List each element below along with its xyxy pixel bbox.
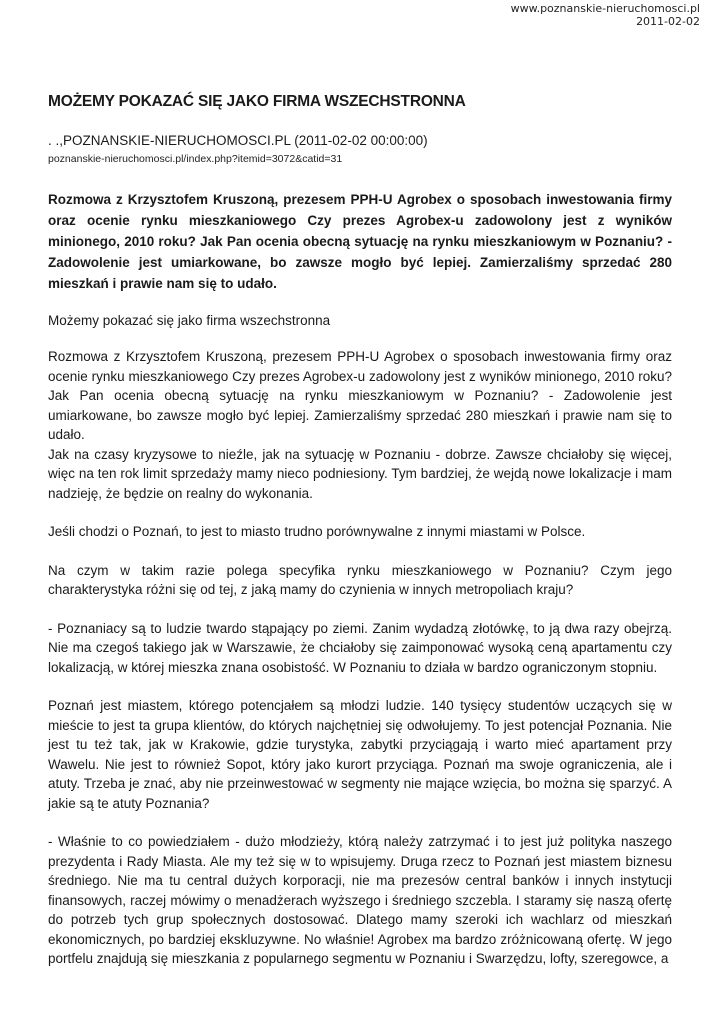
paragraph: Na czym w takim razie polega specyfika rynku mieszkaniowego w Poznaniu? Czym jego charakterystyka różni się od tej, z jaką mamy do czynienia w innych metropoliach kraju? [48, 562, 672, 597]
header-meta [511, 2, 700, 28]
paragraph: - Właśnie to co powiedziałem - dużo młodzieży, którą należy zatrzymać i to jest już polityka naszego prezydenta i Rady Miasta. Ale my też się w to wpisujemy. Druga rzecz to Poznań jest miastem biznesu średniego. Nie ma tu central dużych korporacji, nie ma prezesów central banków i innych instytucji finansowych, raczej mówimy o menadżerach wyższego i średniego szczebla. I staramy się naszą ofertę do potrzeb tych grup społecznych dostosować. Dlatego mamy szeroki ich wachlarz od mieszkań ekonomicznych, po bardziej ekskluzywne. No właśnie! Agrobex ma bardzo zróżnicowaną ofertę. W jego portfelu znajdują się mieszkania z popularnego segmentu w Poznaniu i Swarzędzu, lofty, szeregowce, a [48, 834, 672, 966]
article-url: poznanskie-nieruchomosci.pl/index.php?itemid=3072&catid=31 [48, 153, 343, 165]
article-lead: Rozmowa z Krzysztofem Kruszoną, prezesem PPH-U Agrobex o sposobach inwestowania firmy oraz ocenie rynku mieszkaniowego Czy prezes Agrobex-u zadowolony jest z wyników minionego, 2010 roku? Jak Pan ocenia obecną sytuację na rynku mieszkaniowym w Poznaniu? - Zadowolenie jest umiarkowane, bo zawsze mogło być lepiej. Zamierzaliśmy sprzedać 280 mieszkań i prawie nam się to udało. [48, 192, 672, 291]
paragraph: Rozmowa z Krzysztofem Kruszoną, prezesem PPH-U Agrobex o sposobach inwestowania firmy oraz ocenie rynku mieszkaniowego Czy prezes Agrobex-u zadowolony jest z wyników minionego, 2010 roku? Jak Pan ocenia obecną sytuację na rynku mieszkaniowym w Poznaniu? - Zadowolenie jest umiarkowane, bo zawsze mogło być lepiej. Zamierzaliśmy sprzedać 280 mieszkań i prawie nam się to udało. [48, 349, 672, 442]
article-title: MOŻEMY POKAZAĆ SIĘ JAKO FIRMA WSZECHSTRONNA [48, 93, 466, 110]
paragraph: - Poznaniacy są to ludzie twardo stąpający po ziemi. Zanim wydadzą złotówkę, to ją dwa razy obejrzą. Nie ma czegoś takiego jak w Warszawie, że chciałoby się zaimponować wysoką ceną apartamentu czy lokalizacją, w której mieszka znana osobistość. W Poznaniu to działa w bardzo ograniczonym stopniu. [48, 620, 672, 675]
site-url: www.poznanskie-nieruchomosci.pl [510, 2, 700, 15]
publish-date: 2011-02-02 [636, 15, 700, 28]
paragraph: Jak na czasy kryzysowe to nieźle, jak na sytuację w Poznaniu - dobrze. Zawsze chciałoby się więcej, więc na ten rok limit sprzedaży mamy nieco podniesiony. Tym bardziej, że wejdą nowe lokalizacje i mam nadzieję, że będzie on realny do wykonania. [48, 446, 672, 501]
article-subtitle: Możemy pokazać się jako firma wszechstronna [48, 313, 331, 328]
paragraph: Jeśli chodzi o Poznań, to jest to miasto trudno porównywalne z innymi miastami w Polsce. [48, 524, 586, 539]
article [48, 93, 672, 988]
paragraph: Poznań jest miastem, którego potencjałem są młodzi ludzie. 140 tysięcy studentów uczących się w mieście to jest ta grupa klientów, do których najchętniej się odwołujemy. To jest potencjał Poznania. Nie jest tu też tak, jak w Krakowie, gdzie turystyka, zabytki przyciągają i warto mieć apartament przy Wawelu. Nie jest to również Sopot, który jako kurort przyciąga. Poznań ma swoje ograniczenia, ale i atuty. Trzeba je znać, aby nie przeinwestować w segmenty nie mające wzięcia, bo można się sparzyć. A jakie są te atuty Poznania? [48, 698, 672, 811]
source-line: . .,POZNANSKIE-NIERUCHOMOSCI.PL (2011-02-02 00:00:00) [48, 133, 428, 148]
